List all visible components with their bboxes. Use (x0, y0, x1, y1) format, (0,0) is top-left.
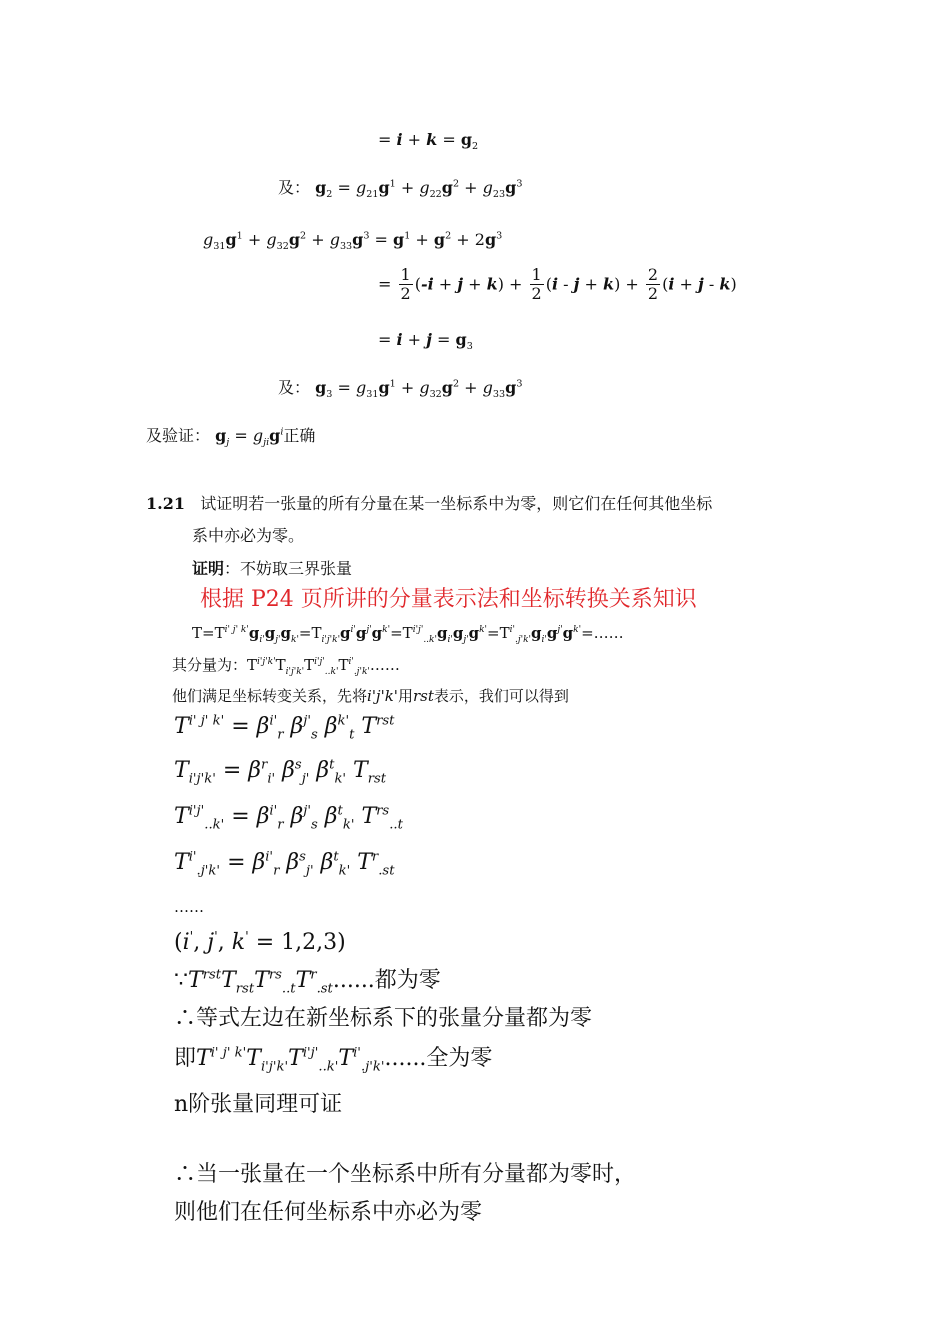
therefore-line: ∴等式左边在新坐标系下的张量分量都为零 (174, 1006, 593, 1031)
problem-number: 1.21 (146, 494, 185, 513)
ie-line: 即$T^{i' j' k'}T_{i'j'k'}T^{i'j'}_{..k'}T^{i'}_{.j'k'}$......全为零 (174, 1045, 493, 1075)
eq-line-4: = $\frac{1}{2}$ (-i + j + k) + $\frac{1}{2}$ (i - j + k) + $\frac{2}{2}$ (i + j - k) (378, 265, 737, 304)
tensor-expansion: $T=T^{i' j' k'}g_{i'}g_{j'}g_{k'}=T_{i'j'k'}g^{i'}g^{j'}g^{k'}=T^{i'j'}_{..k'}g_{i'}g_{j'}g^{k'}=T^{i'}_{.j'k'}g_{i'}g^{j'}g^{k'}=\dots\dots$ (192, 624, 624, 645)
conclusion-line-2: 则他们在任何坐标系中亦必为零 (174, 1200, 483, 1225)
also-label: 及： (278, 378, 311, 397)
verify-line: 及验证： $g_j = g_{ji}g^i$正确 (146, 426, 316, 449)
verify-prefix: 及验证： (146, 426, 211, 445)
transform-eq-3: $T^{i'j'}_{..k'} = \beta^{i'}_r$ $\beta^{j'}_s$ $\beta^t_{k'}$ $T^{rs}_{..t}$ (174, 803, 403, 833)
statement-text-1: 试证明若一张量的所有分量在某一坐标系中为零，则它们在任何其他坐标 (200, 494, 713, 513)
problem-statement-1 (146, 496, 712, 512)
eq-line-5: = $i + j = g_3$ (378, 330, 473, 353)
conclusion-line-1: ∴当一张量在一个坐标系中所有分量都为零时， (174, 1162, 637, 1187)
red-note: 根据 P24 页所讲的分量表示法和坐标转换关系知识 (200, 587, 697, 612)
proof-label: 证明 (192, 559, 225, 578)
proof-intro: 证明：不妨取三界张量 (192, 559, 353, 578)
problem-statement-2: 系中亦必为零。 (192, 526, 305, 545)
eq-line-6: 及： $g_3 = g_{31}g^1 + g_{32}g^2 + g_{33}g^3$ (278, 378, 523, 401)
index-range: (i', j', k' = 1,2,3) (174, 929, 346, 955)
also-label: 及： (278, 178, 311, 197)
eq-line-3: $g_{31}g^1 + g_{32}g^2 + g_{33}g^3 = g^1 + g^2 + 2g^3$ (203, 230, 503, 253)
components-line: 其分量为：$T^{i'j'k'}T_{i'j'k'}T^{i'j'}_{..k'}T^{i'}_{.j'k'}\dots\dots$ (172, 656, 400, 677)
components-label: 其分量为： (172, 656, 248, 674)
ellipsis: …… (174, 898, 204, 916)
transform-text: 他们满足坐标转变关系，先将i'j'k'用rst表示，我们可以得到 (172, 687, 569, 705)
transform-eq-2: $T_{i'j'k'} = \beta^r_{i'}$ $\beta^s_{j'}$ $\beta^t_{k'}$ $T_{rst}$ (174, 757, 387, 787)
transform-eq-4: $T^{i'}_{.j'k'} = \beta^{i'}_r$ $\beta^s_{j'}$ $\beta^t_{k'}$ $T^r_{.st}$ (174, 849, 395, 879)
all-zero-line: $\because T^{rst}T_{rst}T^{rs}_{..t}T^r_{.st}$......都为零 (174, 967, 441, 997)
verify-suffix: 正确 (283, 426, 316, 445)
transform-eq-1: $T^{i' j' k'} = \beta^{i'}_r$ $\beta^{j'}_s$ $\beta^{k'}_t$ $T^{rst}$ (174, 713, 395, 743)
eq-line-1: = $i + k = g_2$ (378, 130, 479, 153)
nth-order-line: n阶张量同理可证 (174, 1092, 343, 1117)
eq-line-2: 及： $g_2 = g_{21}g^1 + g_{22}g^2 + g_{23}g^3$ (278, 178, 523, 201)
